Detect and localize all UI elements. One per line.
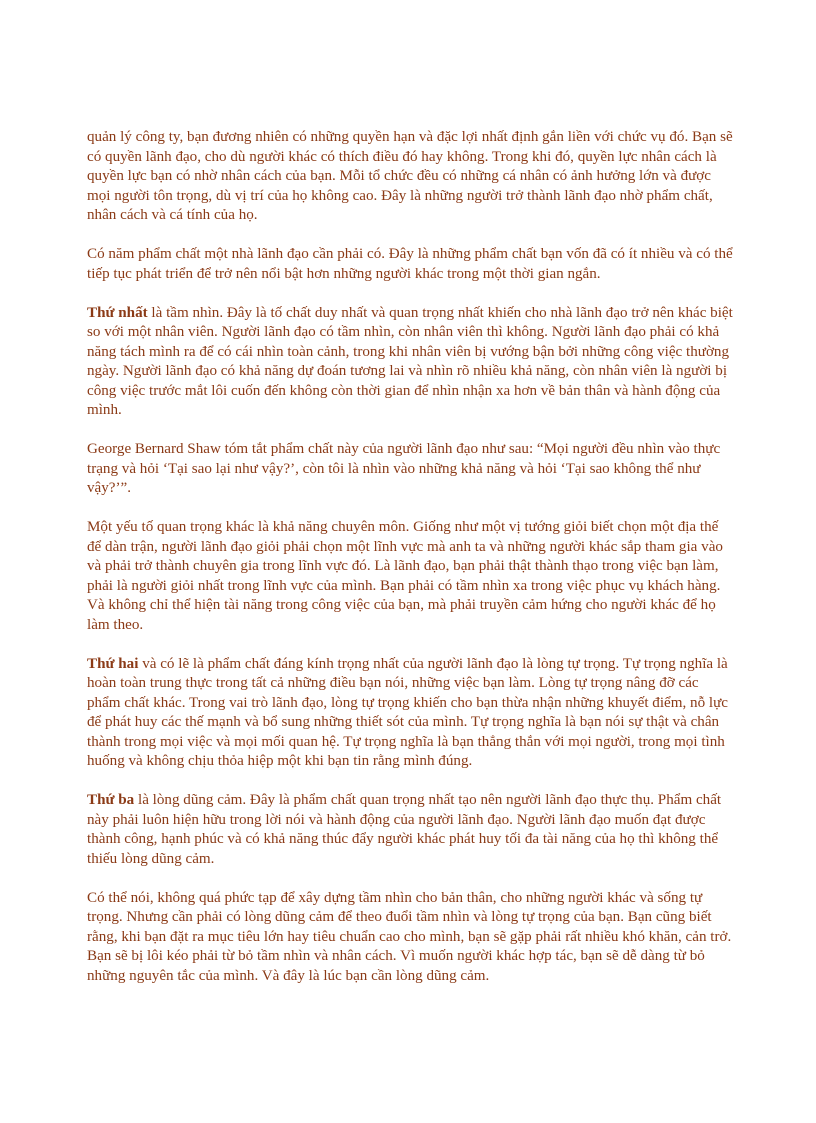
paragraph-lead: Thứ ba (87, 792, 135, 808)
paragraph-text: là lòng dũng cảm. Đây là phẩm chất quan trọng nhất tạo nên người lãnh đạo thực thụ. Phẩm chất này phải luôn hiện hữu trong lời nói và hành động của người lãnh đạo. Người lãnh đạo muốn đạt được thành công, hạnh phúc và có khả năng thúc đẩy người khác phát huy tối đa tài năng của họ thì không thể thiếu lòng dũng cảm. (87, 792, 722, 867)
paragraph-text: George Bernard Shaw tóm tắt phẩm chất này của người lãnh đạo như sau: “Mọi người đều nhìn vào thực trạng và hỏi ‘Tại sao lại như vậy?’, còn tôi là nhìn vào những khả năng và hỏi ‘Tại sao không thể như vậy?’”. (87, 441, 721, 496)
paragraph-6 (87, 655, 733, 772)
paragraph-text: Một yếu tố quan trọng khác là khả năng chuyên môn. Giống như một vị tướng giỏi biết chọn một địa thế để dàn trận, người lãnh đạo giỏi phải chọn một lĩnh vực mà anh ta và những người khác sắp tham gia vào và phải trở thành chuyên gia trong lĩnh vực đó. Là lãnh đạo, bạn phải thật thành thạo trong việc bạn làm, phải là người giỏi nhất trong lĩnh vực của mình. Bạn phải có tầm nhìn xa trong việc phục vụ khách hàng. Và không chỉ thể hiện tài năng trong công việc của bạn, mà phải truyền cảm hứng cho người khác để họ làm theo. (87, 519, 723, 633)
paragraph-text: là tầm nhìn. Đây là tố chất duy nhất và quan trọng nhất khiến cho nhà lãnh đạo trở nên khác biệt so với một nhân viên. Người lãnh đạo có tầm nhìn, còn nhân viên thì không. Người lãnh đạo phải có khả năng tách mình ra để có cái nhìn toàn cảnh, trong khi nhân viên bị vướng bận bởi những công việc thường ngày. Người lãnh đạo có khả năng dự đoán tương lai và nhìn rõ nhiều khả năng, còn nhân viên là người bị công việc trước mắt lôi cuốn đến không còn thời gian để nhìn nhận xa hơn về bản thân và hành động của mình. (87, 304, 733, 418)
paragraph-text: và có lẽ là phẩm chất đáng kính trọng nhất của người lãnh đạo là lòng tự trọng. Tự trọng nghĩa là hoàn toàn trung thực trong tất cả những điều bạn nói, những việc bạn làm. Lòng tự trọng nâng đỡ các phẩm chất khác. Trong vai trò lãnh đạo, lòng tự trọng khiến cho bạn thừa nhận những khuyết điểm, nỗ lực để phát huy các thế mạnh và bổ sung những thiết sót của mình. Tự trọng nghĩa là bạn nói sự thật và chân thành trong mọi việc và mọi mối quan hệ. Tự trọng nghĩa là bạn thẳng thắn với mọi người, trong mọi tình huống và không chịu thỏa hiệp một khi bạn tin rằng mình đúng. (87, 655, 728, 769)
paragraph-text: quản lý công ty, bạn đương nhiên có những quyền hạn và đặc lợi nhất định gắn liền với chức vụ đó. Bạn sẽ có quyền lãnh đạo, cho dù người khác có thích điều đó hay không. Trong khi đó, quyền lực nhân cách là quyền lực bạn có nhờ nhân cách của bạn. Mỗi tổ chức đều có những cá nhân có ảnh hưởng lớn và được mọi người tôn trọng, dù vị trí của họ không cao. Đây là những người trở thành lãnh đạo nhờ phẩm chất, nhân cách và cá tính của họ. (87, 129, 733, 223)
paragraph-4 (87, 440, 733, 499)
document-body (87, 128, 733, 1006)
paragraph-lead: Thứ hai (87, 655, 139, 672)
paragraph-2 (87, 245, 733, 284)
paragraph-7 (87, 791, 733, 869)
paragraph-3 (87, 304, 733, 421)
paragraph-1 (87, 128, 733, 226)
paragraph-5 (87, 518, 733, 635)
paragraph-8 (87, 889, 733, 987)
paragraph-text: Có năm phẩm chất một nhà lãnh đạo cần phải có. Đây là những phẩm chất bạn vốn đã có ít nhiều và có thể tiếp tục phát triển để trở nên nổi bật hơn những người khác trong một thời gian ngắn. (87, 246, 733, 282)
paragraph-lead: Thứ nhất (87, 304, 148, 321)
paragraph-text: Có thể nói, không quá phức tạp để xây dựng tầm nhìn cho bản thân, cho những người khác và sống tự trọng. Nhưng cần phải có lòng dũng cảm để theo đuổi tầm nhìn và lòng tự trọng của bạn. Bạn cũng biết rằng, khi bạn đặt ra mục tiêu lớn hay tiêu chuẩn cao cho mình, bạn sẽ gặp phải rất nhiều khó khăn, cản trở. Bạn sẽ bị lôi kéo phải từ bỏ tầm nhìn và nhân cách. Vì muốn người khác hợp tác, bạn sẽ dễ dàng từ bỏ những nguyên tắc của mình. Và đây là lúc bạn cần lòng dũng cảm. (87, 889, 732, 984)
